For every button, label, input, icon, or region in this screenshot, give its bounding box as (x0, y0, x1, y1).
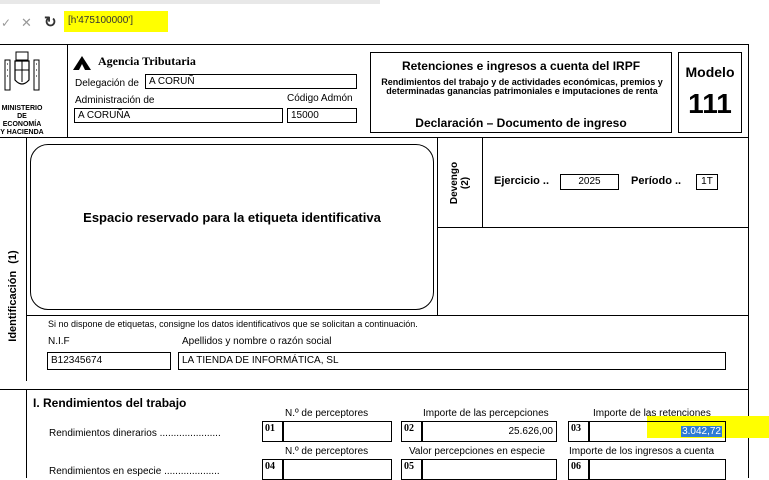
nif-label: N.I.F (48, 336, 70, 347)
label-space-text: Espacio reservado para la etiqueta identificativa (83, 210, 381, 225)
ejercicio-label: Ejercicio .. (494, 175, 550, 187)
box-04-field[interactable] (283, 459, 392, 480)
url-text[interactable]: [h'475100000'] (68, 15, 133, 26)
agency-logo-icon (71, 54, 93, 72)
ident-side-label (0, 246, 24, 356)
label-space-box (30, 144, 434, 310)
h-importe-retenciones: Importe de las retenciones (593, 408, 711, 419)
box-01-code: 01 (262, 421, 283, 442)
box-03-value: 3.042,72 (682, 426, 721, 437)
box-03-field[interactable] (589, 421, 726, 442)
section1-title: I. Rendimientos del trabajo (33, 396, 187, 410)
box-06-field[interactable] (589, 459, 726, 480)
box-02-code: 02 (401, 421, 422, 442)
administracion-label: Administración de (75, 95, 155, 106)
browser-toolbar (0, 0, 769, 42)
h-valor-percepciones: Valor percepciones en especie (409, 446, 546, 457)
ident-side-num: (1) (7, 250, 19, 264)
form-right-rule (748, 44, 749, 478)
close-icon[interactable]: ✕ (21, 15, 32, 30)
devengo-inner-rule (482, 137, 483, 227)
devengo-label: Devengo (449, 161, 460, 205)
h-importe-ingresos: Importe de los ingresos a cuenta (569, 446, 715, 457)
form-subtitle: Rendimientos del trabajo y de actividades económicas, premios y determinadas ganancias patrimoniales e imputaciones de renta (381, 77, 663, 96)
section1-left-rule (26, 389, 27, 478)
toolbar-shadow (0, 0, 380, 4)
administracion-field[interactable]: A CORUÑA (74, 108, 283, 123)
delegacion-label: Delegación de (75, 78, 139, 89)
box-05-code: 05 (401, 459, 422, 480)
ident-side-text: Identificación (7, 270, 19, 342)
ministry-name (0, 105, 44, 137)
coat-of-arms-icon (3, 50, 41, 106)
form-title: Retenciones e ingresos a cuenta del IRPF (401, 59, 641, 73)
box-06-code: 06 (568, 459, 589, 480)
ministry-line-1: MINISTERIO (1, 105, 43, 112)
modelo-number: 111 (688, 88, 732, 119)
devengo-num: (2) (460, 176, 471, 190)
nif-field[interactable]: B12345674 (47, 352, 171, 370)
periodo-label: Período .. (631, 175, 682, 187)
ejercicio-field[interactable]: 2025 (560, 174, 619, 190)
agency-name: Agencia Tributaria (98, 54, 196, 68)
row-especie-label: Rendimientos en especie .................... (49, 466, 220, 477)
section1-top-rule (0, 389, 749, 390)
ident-left-rule (26, 137, 27, 381)
devengo-label-wrap (440, 140, 480, 224)
box-05-field[interactable] (422, 459, 557, 480)
box-03-code: 03 (568, 421, 589, 442)
h-importe-percepciones: Importe de las percepciones (423, 408, 549, 419)
back-icon[interactable]: ✓ (1, 16, 12, 30)
box-01-field[interactable] (283, 421, 392, 442)
nombre-field[interactable]: LA TIENDA DE INFORMÁTICA, SL (178, 352, 726, 370)
form-declaration: Declaración – Documento de ingreso (415, 116, 627, 130)
codigo-label: Código Admón (287, 93, 353, 104)
ident-top-rule (0, 137, 749, 138)
devengo-left-rule (437, 137, 438, 315)
box-04-code: 04 (262, 459, 283, 480)
ministry-line-2: DE ECONOMÍA (2, 113, 42, 128)
codigo-field[interactable]: 15000 (287, 108, 357, 123)
devengo-bottom-rule (437, 227, 749, 228)
modelo-label: Modelo (685, 64, 735, 80)
periodo-field[interactable]: 1T (696, 174, 718, 190)
reload-icon[interactable]: ↻ (44, 14, 57, 31)
form-top-rule (0, 44, 749, 45)
h-perceptores: N.º de perceptores (285, 408, 369, 419)
header-divider-1 (67, 44, 68, 137)
delegacion-field[interactable]: A CORUÑ (145, 74, 357, 89)
h-perceptores-2: N.º de perceptores (285, 446, 369, 457)
nombre-label: Apellidos y nombre o razón social (182, 336, 332, 347)
row-dinerarios-label: Rendimientos dinerarios ...................... (49, 428, 221, 439)
box-02-field[interactable]: 25.626,00 (422, 421, 557, 442)
ministry-line-3: Y HACIENDA (0, 129, 44, 136)
note-rule (26, 315, 749, 316)
ident-note: Si no dispone de etiquetas, consigne los datos identificativos que se solicitan a continuación. (48, 319, 418, 329)
